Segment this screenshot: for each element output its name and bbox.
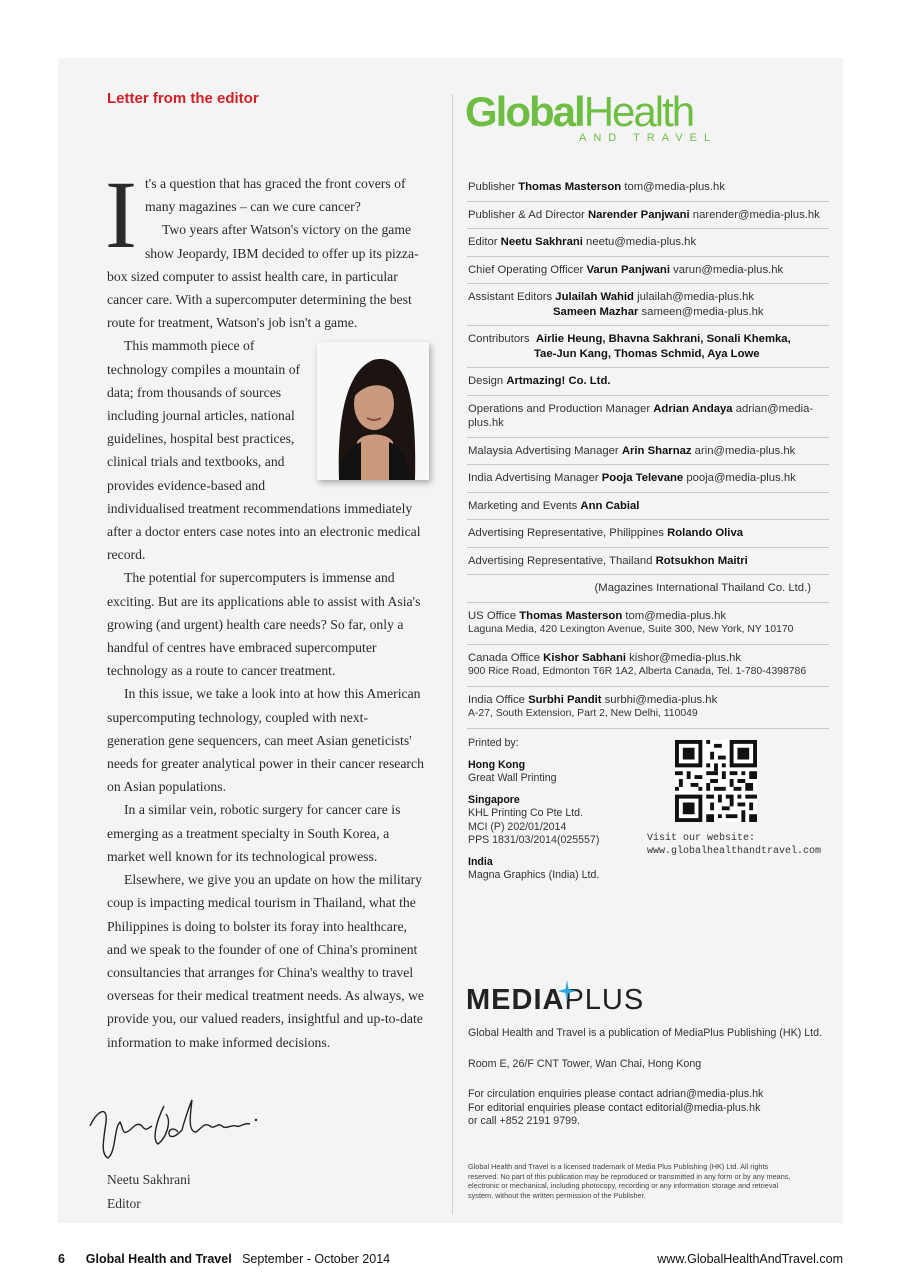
- letter-paragraph-1: Two years after Watson's victory on the game show Jeopardy, IBM decided to offer up its pizza-box sized computer to assist health care, in particular cancer care. With a supercomputer determining the best route for treatment, Watson's job isn't a game.: [107, 222, 419, 331]
- footer-url[interactable]: www.GlobalHealthAndTravel.com: [657, 1252, 843, 1266]
- masthead-row: Advertising Representative, Thailand Rotsukhon Maitri: [467, 548, 829, 576]
- logo-health: Health: [583, 88, 694, 135]
- column-divider: [452, 94, 453, 1214]
- mediaplus-logo: MEDIAPLUS: [466, 984, 644, 1017]
- website-link[interactable]: www.globalhealthandtravel.com: [647, 846, 822, 857]
- website-block: [647, 832, 821, 858]
- logo-tagline: AND TRAVEL: [579, 132, 718, 144]
- section-title: Letter from the editor: [107, 90, 259, 107]
- editor-name: Neetu Sakhrani: [107, 1172, 191, 1187]
- qr-code-icon[interactable]: [675, 740, 757, 822]
- office-us: US Office Thomas Masterson tom@media-plus.hk Laguna Media, 420 Lexington Avenue, Suite 300, New York, NY 10170: [467, 603, 829, 645]
- office-canada: Canada Office Kishor Sabhani kishor@media-plus.hk 900 Rice Road, Edmonton T6R 1A2, Alberta Canada, Tel. 1-780-4398786: [467, 645, 829, 687]
- masthead-row: Contributors Airlie Heung, Bhavna Sakhrani, Sonali Khemka, Tae-Jun Kang, Thomas Schmid, Aya Lowe: [467, 326, 829, 368]
- masthead-row: Advertising Representative, Philippines Rolando Oliva: [467, 520, 829, 548]
- editor-letter: [105, 161, 425, 1054]
- masthead-note: (Magazines International Thailand Co. Ltd.): [467, 575, 829, 603]
- star-icon: [558, 980, 576, 1002]
- masthead-row: Editor Neetu Sakhrani neetu@media-plus.hk: [467, 229, 829, 257]
- visit-label: Visit our website:: [647, 833, 756, 844]
- masthead-row: India Advertising Manager Pooja Televane pooja@media-plus.hk: [467, 465, 829, 493]
- masthead: [467, 174, 829, 729]
- publication-info: Global Health and Travel is a publication of MediaPlus Publishing (HK) Ltd. Room E, 26/F CNT Tower, Wan Chai, Hong Kong For circulation enquiries please contact adrian@media-plus.hk For editorial enquiries please contact editorial@media-plus.hk or call +852 2191 9799.: [468, 1027, 823, 1127]
- letter-paragraph-5: In a similar vein, robotic surgery for cancer care is emerging as a treatment specialty in South Korea, a market well known for its technological prowess.: [107, 802, 401, 864]
- letter-paragraph-2: This mammoth piece of technology compiles a mountain of data; from thousands of sources including journal articles, national guidelines, hospital best practices, clinical trials and textbooks, and provides evidence-based and individualised treatment recommendations immediately after a doctor enters case notes into an electronic medical record.: [107, 338, 421, 563]
- global-health-logo: [465, 88, 718, 144]
- signature-block: [107, 1168, 191, 1216]
- letter-paragraph-6: Elsewhere, we give you an update on how the military coup is impacting medical tourism in Thailand, what the Philippines is doing to bolster its foray into healthcare, and we speak to the founder of one of China's prominent consultancies that arranges for China's wealthy to travel overseas for their medical treatment needs. As always, we provide you, our valued readers, insightful and up-to-date information to make informed decisions.: [107, 872, 424, 1050]
- logo-global: Global: [465, 88, 584, 135]
- masthead-row: Operations and Production Manager Adrian Andaya adrian@media-plus.hk: [467, 396, 829, 438]
- dropcap: I: [105, 161, 137, 268]
- footer-left: [58, 1252, 390, 1266]
- editor-title: Editor: [107, 1196, 141, 1211]
- masthead-row: Publisher & Ad Director Narender Panjwani narender@media-plus.hk: [467, 202, 829, 230]
- printed-by: Printed by: Hong Kong Great Wall Printing Singapore KHL Printing Co Pte Ltd. MCI (P) 202/01/2014 PPS 1831/03/2014(025557) India Magna Graphics (India) Ltd.: [468, 737, 600, 881]
- office-india: India Office Surbhi Pandit surbhi@media-plus.hk A-27, South Extension, Part 2, New Delhi, 110049: [467, 687, 829, 729]
- letter-intro: t's a question that has graced the front covers of many magazines – can we cure cancer?: [144, 176, 406, 215]
- masthead-row: Assistant Editors Julailah Wahid julailah@media-plus.hk Sameen Mazhar sameen@media-plus.hk: [467, 284, 829, 326]
- masthead-row: Publisher Thomas Masterson tom@media-plus.hk: [467, 174, 829, 202]
- masthead-row: Design Artmazing! Co. Ltd.: [467, 368, 829, 396]
- letter-paragraph-3: The potential for supercomputers is immense and exciting. But are its applications able to assist with Asia's growing (and urgent) health care needs? So far, only a handful of centres have embraced supercomputer technology as a route to cancer treatment.: [107, 570, 421, 679]
- page-number: 6: [58, 1252, 65, 1266]
- masthead-row: Marketing and Events Ann Cabial: [467, 493, 829, 521]
- signature: [86, 1092, 286, 1172]
- magazine-name: Global Health and Travel: [85, 1252, 232, 1266]
- legal-notice: Global Health and Travel is a licensed trademark of Media Plus Publishing (HK) Ltd. All rights reserved. No part of this publication may be reproduced or transmitted in any form or by any means, electronic or mechanical, including photocopy, recording or any information storage and retrieval system, without the written permission of the Publisher.: [468, 1162, 791, 1200]
- masthead-row: Malaysia Advertising Manager Arin Sharnaz arin@media-plus.hk: [467, 438, 829, 466]
- editor-photo: [317, 342, 429, 480]
- issue-date: September - October 2014: [242, 1252, 391, 1266]
- letter-paragraph-4: In this issue, we take a look into at how this American supercomputing technology, coupled with next-generation gene sequencers, can meet Asian geneticists' needs for greater analytical power in their cancer research on Asian populations.: [107, 686, 424, 795]
- masthead-row: Chief Operating Officer Varun Panjwani varun@media-plus.hk: [467, 257, 829, 285]
- printed-label: Printed by:: [468, 737, 519, 749]
